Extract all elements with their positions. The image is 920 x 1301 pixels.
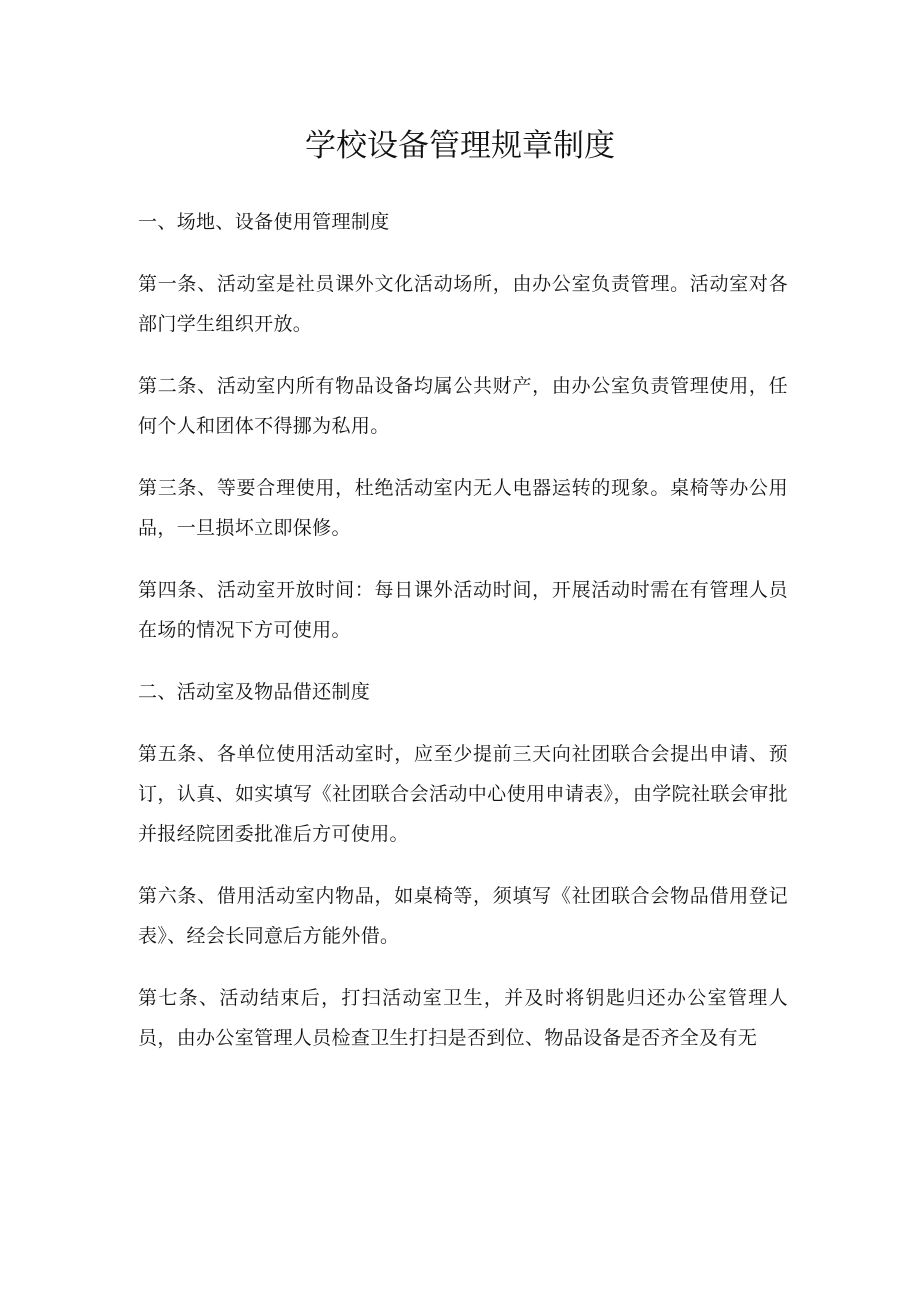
- article-4: 第四条、活动室开放时间：每日课外活动时间，开展活动时需在有管理人员在场的情况下方可使用。: [138, 579, 788, 641]
- article-7: 第七条、活动结束后，打扫活动室卫生，并及时将钥匙归还办公室管理人员，由办公室管理人员检查卫生打扫是否到位、物品设备是否齐全及有无: [138, 987, 788, 1049]
- document-body: [138, 202, 788, 1080]
- section-heading-venue-equipment: 一、场地、设备使用管理制度: [138, 211, 390, 233]
- article-1: 第一条、活动室是社员课外文化活动场所，由办公室负责管理。活动室对各部门学生组织开放。: [138, 273, 788, 335]
- article-6: 第六条、借用活动室内物品，如桌椅等，须填写《社团联合会物品借用登记表》、经会长同意后方能外借。: [138, 885, 788, 947]
- article-5: 第五条、各单位使用活动室时，应至少提前三天向社团联合会提出申请、预订，认真、如实填写《社团联合会活动中心使用申请表》，由学院社联会审批并报经院团委批准后方可使用。: [138, 743, 788, 845]
- article-3: 第三条、等要合理使用，杜绝活动室内无人电器运转的现象。桌椅等办公用品，一旦损坏立即保修。: [138, 477, 788, 539]
- section-heading-borrow-return: 二、活动室及物品借还制度: [138, 681, 371, 703]
- document-title: 学校设备管理规章制度: [305, 128, 615, 164]
- article-2: 第二条、活动室内所有物品设备均属公共财产，由办公室负责管理使用，任何个人和团体不得挪为私用。: [138, 375, 788, 437]
